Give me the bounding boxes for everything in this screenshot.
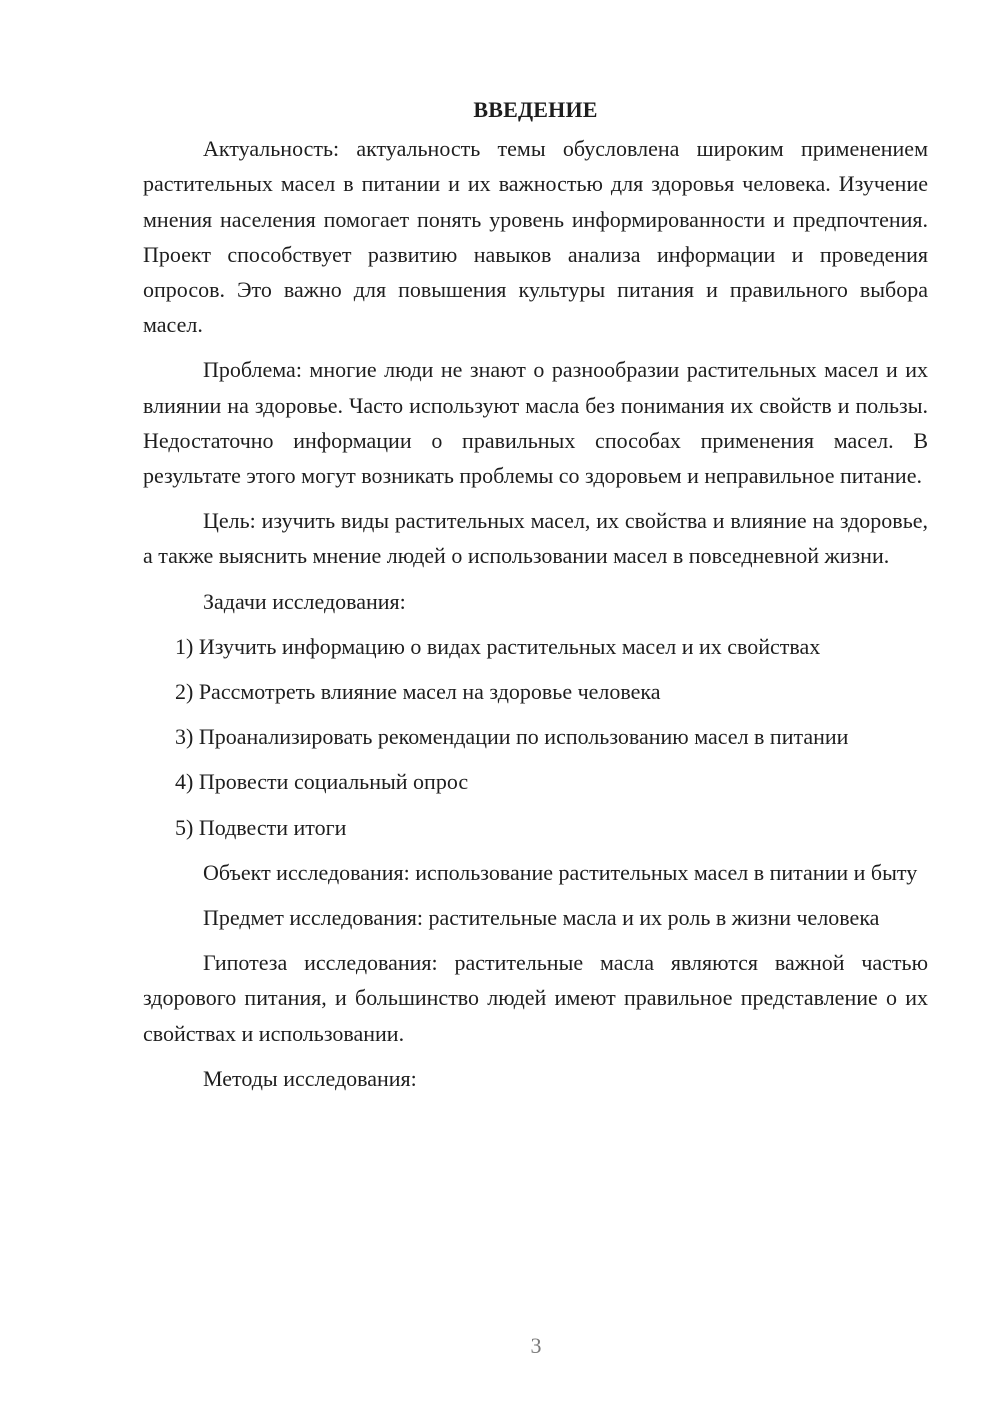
- hypothesis-paragraph: Гипотеза исследования: растительные масла являются важной частью здорового питания, и большинство людей имеют правильное представление о их свойствах и использовании.: [143, 950, 928, 1046]
- research-subject-paragraph: Предмет исследования: растительные масла и их роль в жизни человека: [203, 905, 880, 931]
- research-object-paragraph: Объект исследования: использование растительных масел в питании и быту: [203, 859, 918, 885]
- section-title: ВВЕДЕНИЕ: [473, 97, 598, 122]
- problem-paragraph: Проблема: многие люди не знают о разнообразии растительных масел и их влиянии на здоровье. Часто используют масла без понимания их свойств и пользы. Недостаточно информации о правильных способах применения масел. В результате этого могут возникать проблемы со здоровьем и неправильное питание.: [143, 357, 928, 489]
- tasks-heading: Задачи исследования:: [203, 588, 406, 614]
- page-content: [143, 92, 928, 1096]
- task-item-4: 4) Провести социальный опрос: [175, 769, 469, 795]
- task-item-3: 3) Проанализировать рекомендации по использованию масел в питании: [175, 724, 849, 750]
- task-item-1: 1) Изучить информацию о видах растительных масел и их свойствах: [175, 633, 821, 659]
- goal-paragraph: Цель: изучить виды растительных масел, их свойства и влияние на здоровье, а также выяснить мнение людей о использовании масел в повседневной жизни.: [143, 508, 928, 569]
- methods-heading: Методы исследования:: [203, 1065, 417, 1091]
- page-number: 3: [530, 1333, 542, 1358]
- task-item-2: 2) Рассмотреть влияние масел на здоровье человека: [175, 679, 661, 705]
- task-item-5: 5) Подвести итоги: [175, 814, 347, 840]
- relevance-paragraph: Актуальность: актуальность темы обусловлена широким применением растительных масел в питании и их важностью для здоровья человека. Изучение мнения населения помогает понять уровень информированности и предпочтения. Проект способствует развитию навыков анализа информации и проведения опросов. Это важно для повышения культуры питания и правильного выбора масел.: [143, 136, 928, 338]
